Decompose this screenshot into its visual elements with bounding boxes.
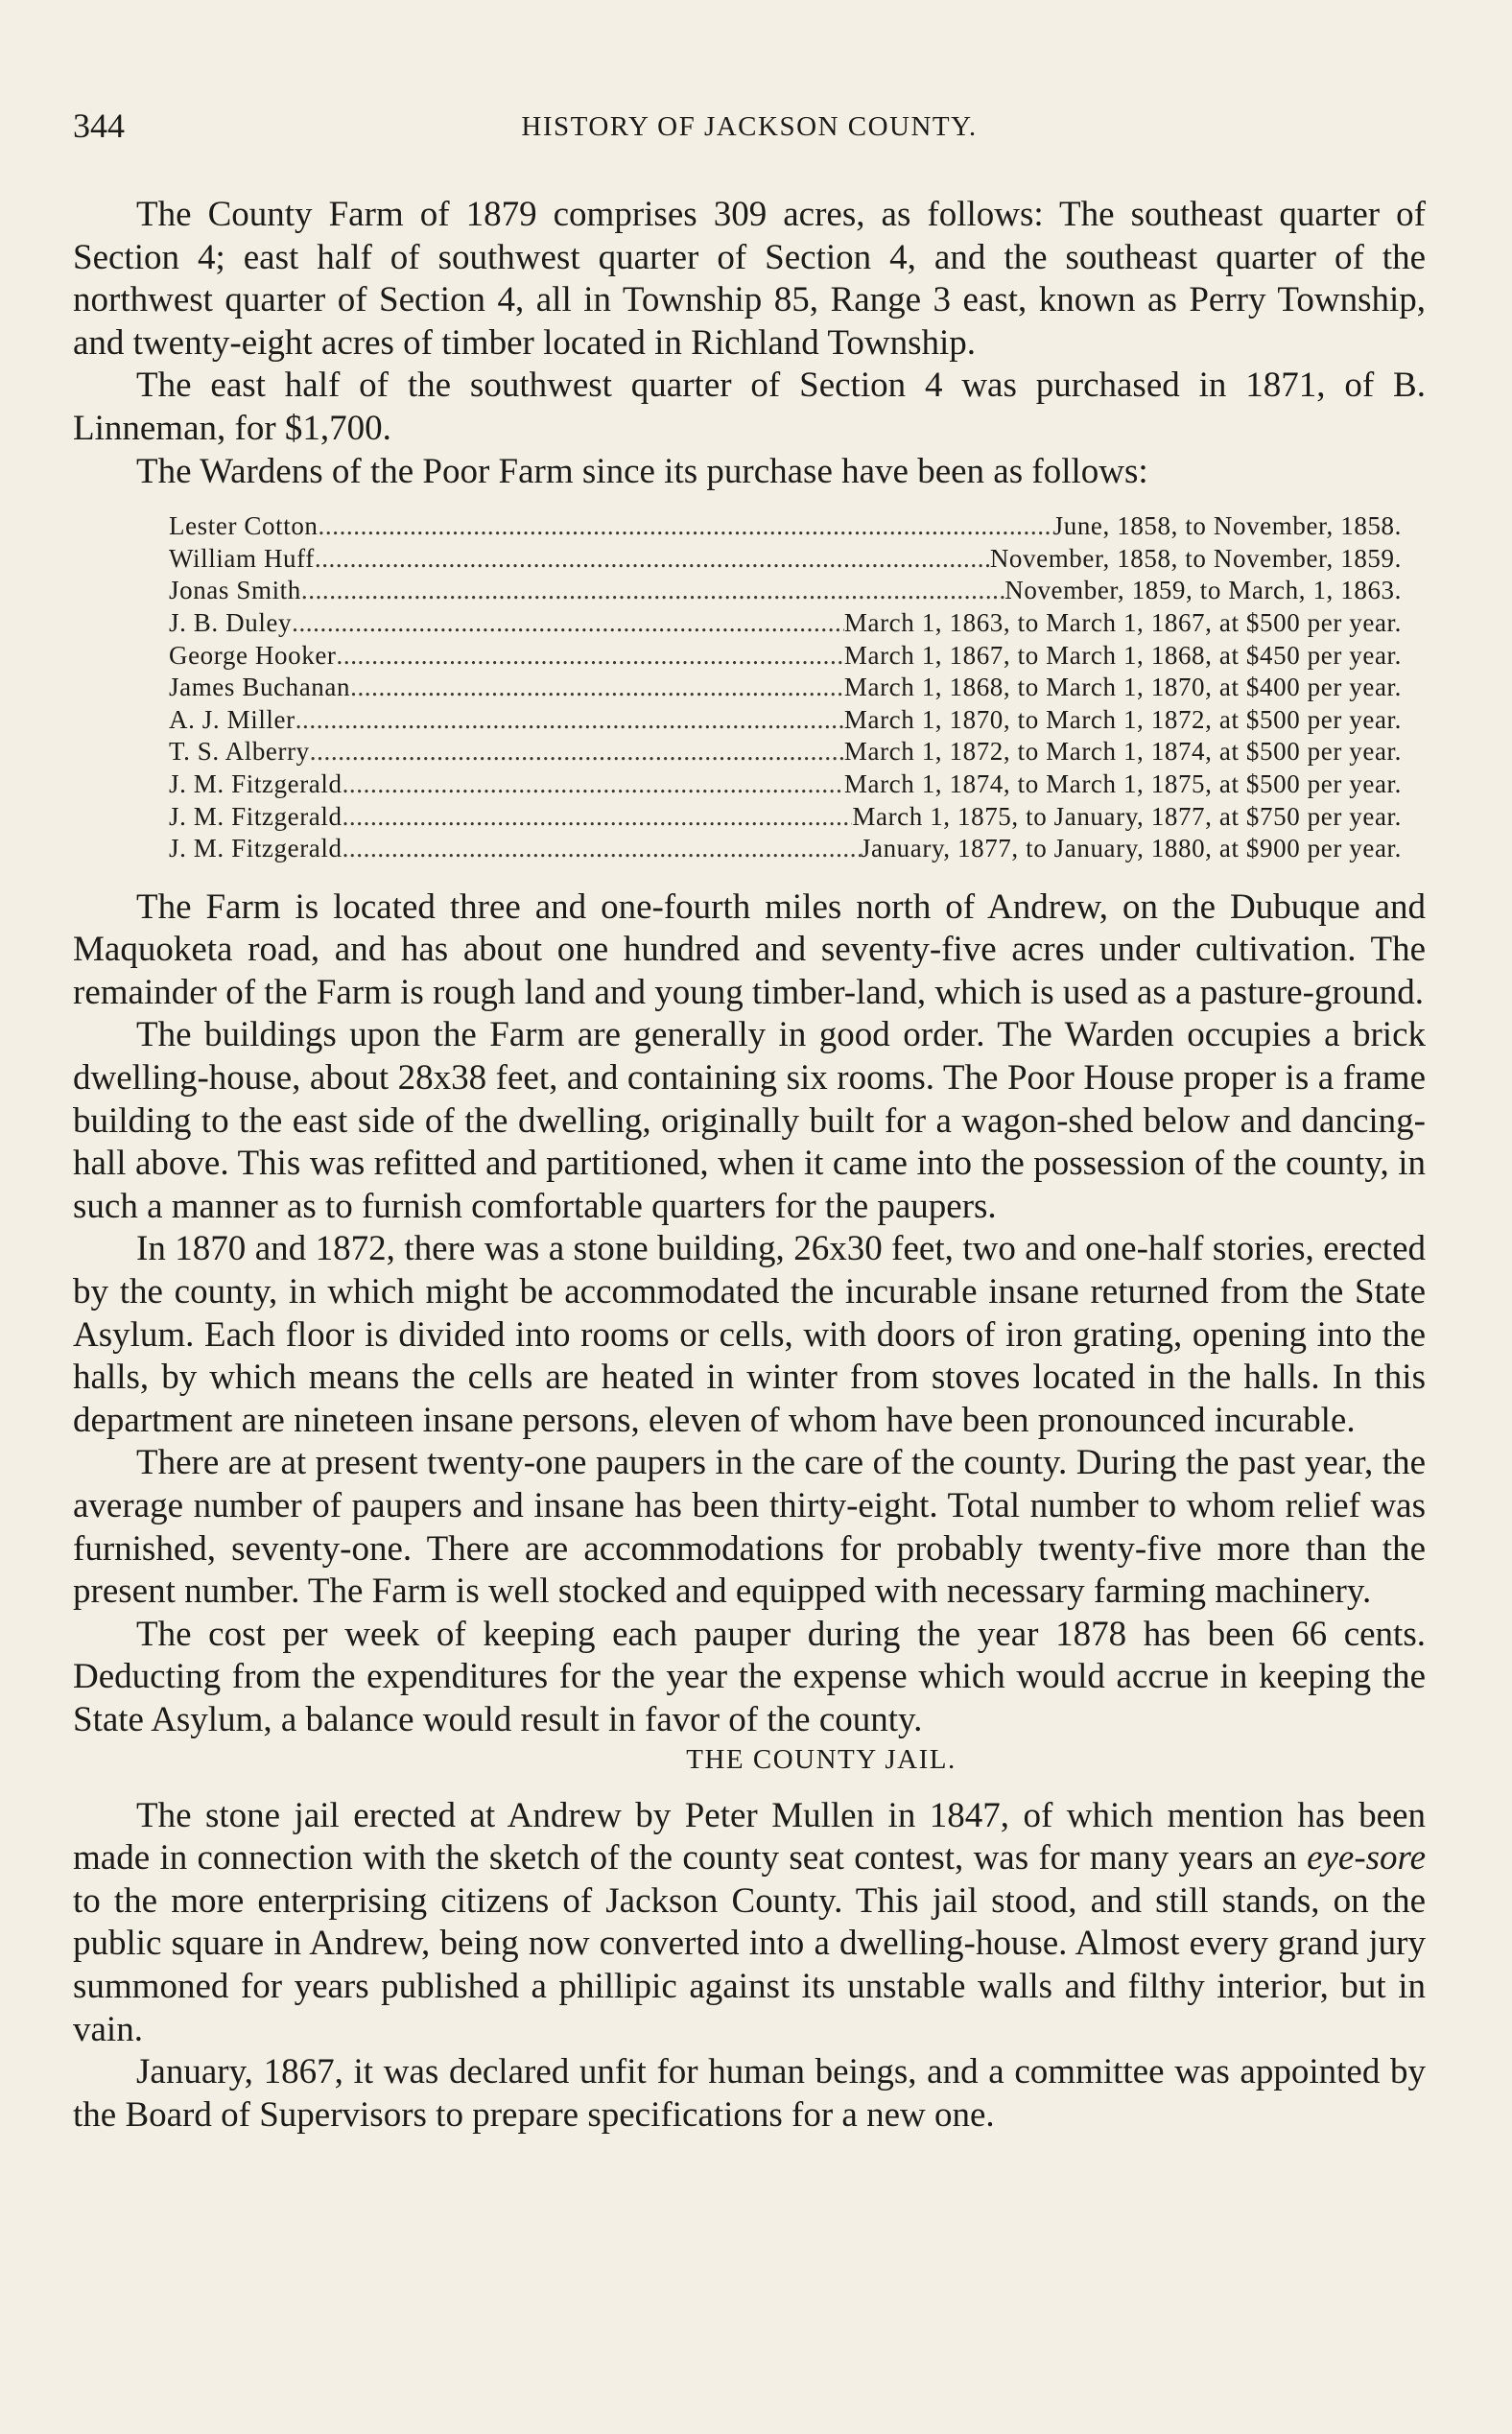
wardens-list bbox=[169, 510, 1402, 865]
leader-dots bbox=[343, 801, 853, 834]
warden-term: March 1, 1872, to March 1, 1874, at $500 per year. bbox=[843, 737, 1402, 767]
leader-dots bbox=[350, 672, 844, 704]
paragraph-county-farm: The County Farm of 1879 comprises 309 acres, as follows: The southeast quarter of Section 4; east half of southwest quarter of Section 4, and the southeast quarter of the northwest quarter of Section 4, all in Township 85, Range 3 east, known as Perry Township, and twenty-eight acres of timber located in Richland Township. bbox=[73, 195, 1426, 363]
book-page bbox=[73, 106, 1426, 2137]
paragraph-wardens-intro: The Wardens of the Poor Farm since its purchase have been as follows: bbox=[136, 451, 1148, 491]
warden-name: James Buchanan bbox=[169, 673, 351, 702]
warden-term: November, 1859, to March, 1, 1863. bbox=[1004, 576, 1402, 605]
paragraph-buildings: The buildings upon the Farm are generally in good order. The Warden occupies a brick dwelling-house, about 28x38 feet, and containing six rooms. The Poor House proper is a frame building to the east side of the dwelling, originally built for a wagon-shed below and dancing-hall above. This was refitted and partitioned, when it came into the possession of the county, in such a manner as to furnish comfortable quarters for the paupers. bbox=[73, 1015, 1426, 1226]
warden-term: March 1, 1863, to March 1, 1867, at $500 per year. bbox=[843, 607, 1402, 637]
warden-name: J. M. Fitzgerald bbox=[169, 801, 343, 831]
warden-term: March 1, 1868, to March 1, 1870, at $400 per year. bbox=[843, 673, 1402, 702]
warden-term: March 1, 1870, to March 1, 1872, at $500 per year. bbox=[843, 704, 1402, 734]
page-number: 344 bbox=[73, 106, 125, 145]
body-text bbox=[73, 194, 1426, 2137]
jail-text-part: to the more enterprising citizens of Jackson County. This jail stood, and still stands, on the public square in Andrew, being now converted into a dwelling-house. Almost every grand jury summoned for years published a phillipic against its unstable walls and filthy interior, but in vain. bbox=[73, 1880, 1426, 2049]
warden-name: J. M. Fitzgerald bbox=[169, 834, 343, 863]
section-heading-county-jail: THE COUNTY JAIL. bbox=[686, 1743, 957, 1775]
paragraph-paupers: There are at present twenty-one paupers in the care of the county. During the past year, the average number of paupers and insane has been thirty-eight. Total number to whom relief was furnished, seventy-one. There are accommodations for probably twenty-five more than the present number. The Farm is well stocked and equipped with necessary farming machinery. bbox=[73, 1443, 1426, 1612]
jail-italic-term: eye-sore bbox=[1307, 1838, 1426, 1879]
leader-dots bbox=[295, 704, 844, 737]
paragraph-farm-location: The Farm is located three and one-fourth miles north of Andrew, on the Dubuque and Maquoketa road, and has about one hundred and seventy-five acres under cultivation. The remainder of the Farm is rough land and young timber-land, which is used as a pasture-ground. bbox=[73, 886, 1426, 1012]
running-title: HISTORY OF JACKSON COUNTY. bbox=[521, 111, 978, 142]
leader-dots bbox=[310, 736, 844, 768]
warden-term: January, 1877, to January, 1880, at $900 per year. bbox=[860, 834, 1402, 863]
paragraph-stone-building: In 1870 and 1872, there was a stone building, 26x30 feet, two and one-half stories, erected by the county, in which might be accommodated the incurable insane returned from the State Asylum. Each floor is divided into rooms or cells, with doors of iron grating, opening into the halls, by which means the cells are heated in winter from stoves located in the halls. In this department are nineteen insane persons, eleven of whom have been pronounced incurable. bbox=[73, 1229, 1426, 1440]
paragraph-stone-jail bbox=[73, 1795, 1426, 2052]
leader-dots bbox=[319, 510, 1053, 543]
leader-dots bbox=[343, 833, 861, 865]
warden-row bbox=[169, 833, 1402, 865]
warden-row bbox=[169, 543, 1402, 576]
warden-term: March 1, 1875, to January, 1877, at $750 per year. bbox=[852, 801, 1402, 831]
warden-row bbox=[169, 510, 1402, 543]
warden-name: George Hooker bbox=[169, 640, 337, 670]
warden-row bbox=[169, 672, 1402, 704]
warden-name: J. M. Fitzgerald bbox=[169, 768, 343, 798]
leader-dots bbox=[292, 607, 844, 640]
warden-name: Lester Cotton bbox=[169, 511, 319, 541]
paragraph-purchase: The east half of the southwest quarter of Section 4 was purchased in 1871, of B. Linneman, for $1,700. bbox=[73, 366, 1426, 448]
warden-name: A. J. Miller bbox=[169, 704, 295, 734]
leader-dots bbox=[315, 543, 990, 576]
warden-name: Jonas Smith bbox=[169, 576, 301, 605]
warden-name: William Huff bbox=[169, 543, 315, 573]
warden-row bbox=[169, 801, 1402, 834]
paragraph-cost: The cost per week of keeping each pauper during the year 1878 has been 66 cents. Deducting from the expenditures for the year the expense which would accrue in keeping the State Asylum, a balance would result in favor of the county. bbox=[73, 1614, 1426, 1739]
warden-row bbox=[169, 575, 1402, 607]
warden-name: T. S. Alberry bbox=[169, 737, 310, 767]
warden-term: March 1, 1874, to March 1, 1875, at $500 per year. bbox=[843, 768, 1402, 798]
leader-dots bbox=[301, 575, 1004, 607]
leader-dots bbox=[343, 768, 844, 801]
running-head bbox=[73, 106, 1426, 155]
warden-term: March 1, 1867, to March 1, 1868, at $450 per year. bbox=[843, 640, 1402, 670]
paragraph-jail-unfit: January, 1867, it was declared unfit for human beings, and a committee was appointed by the Board of Supervisors to prepare specifications for a new one. bbox=[73, 2052, 1426, 2135]
leader-dots bbox=[337, 640, 844, 673]
warden-row bbox=[169, 607, 1402, 640]
warden-row bbox=[169, 704, 1402, 737]
warden-row bbox=[169, 736, 1402, 768]
warden-name: J. B. Duley bbox=[169, 607, 293, 637]
warden-term: November, 1858, to November, 1859. bbox=[989, 543, 1402, 573]
warden-row bbox=[169, 768, 1402, 801]
jail-text-part: The stone jail erected at Andrew by Peter Mullen in 1847, of which mention has been made in connection with the sketch of the county seat contest, was for many years an bbox=[73, 1795, 1426, 1879]
warden-term: June, 1858, to November, 1858. bbox=[1052, 511, 1402, 541]
warden-row bbox=[169, 640, 1402, 673]
